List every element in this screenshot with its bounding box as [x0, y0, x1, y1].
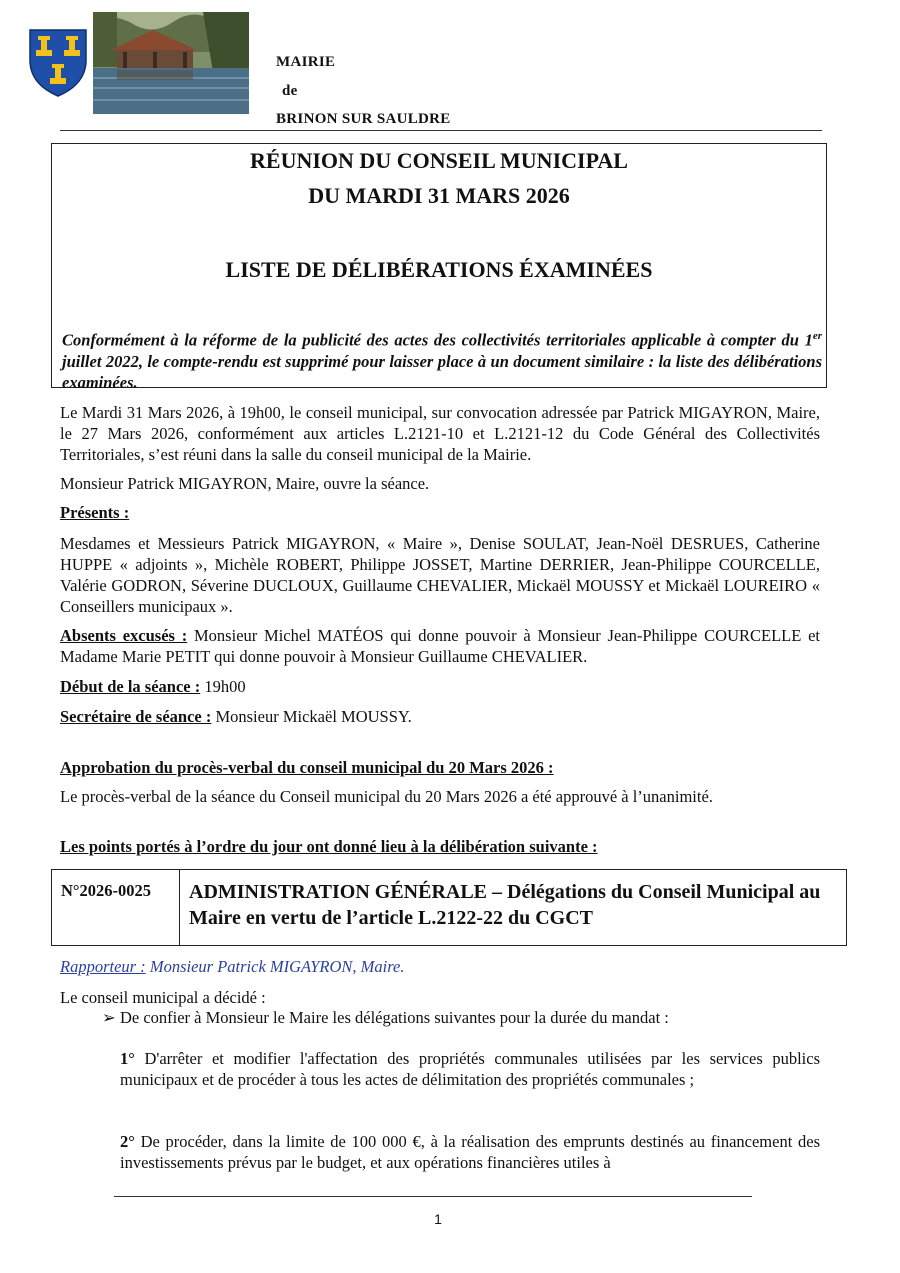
secretaire-paragraph: Secrétaire de séance : Monsieur Mickaël MOUSSY. [60, 707, 412, 726]
debut-label: Début de la séance : [60, 677, 201, 696]
delegation-bullet: ➢ De confier à Monsieur le Maire les délégations suivantes pour la durée du mandat : [102, 1008, 669, 1027]
title-intro: Conformément à la réforme de la publicité des actes des collectivités territoriales applicable à compter du 1er juillet 2022, le compte-rendu est supprimé pour laisser place à un document similaire : la liste des délibérations examinées. [62, 330, 822, 392]
title-line-1: RÉUNION DU CONSEIL MUNICIPAL [250, 148, 628, 173]
deliberation-number: N°2026-0025 [52, 870, 180, 945]
deliberation-title: ADMINISTRATION GÉNÉRALE – Délégations du Conseil Municipal au Maire en vertu de l’article L.2122-22 du CGCT [189, 881, 821, 929]
debut-paragraph: Début de la séance : 19h00 [60, 677, 246, 696]
approbation-text: Le procès-verbal de la séance du Conseil municipal du 20 Mars 2026 a été approuvé à l’unanimité. [60, 787, 713, 806]
presents-label: Présents : [60, 503, 130, 522]
secretaire-label: Secrétaire de séance : [60, 707, 212, 726]
page-number: 1 [434, 1211, 442, 1227]
approbation-heading: Approbation du procès-verbal du conseil municipal du 20 Mars 2026 : [60, 758, 554, 777]
header-mairie: MAIRIE [276, 54, 336, 70]
deliberation-table [51, 869, 847, 946]
title-line-3: LISTE DE DÉLIBÉRATIONS ÉXAMINÉES [225, 257, 653, 282]
delegation-item-1: 1° D'arrêter et modifier l'affectation des propriétés communales utilisées par les services publics municipaux et de procéder à tous les actes de délimitation des propriétés communales ; [120, 1049, 820, 1089]
coat-of-arms-logo [28, 28, 88, 98]
arrow-bullet-icon: ➢ [102, 1008, 116, 1027]
footer-rule [114, 1196, 752, 1197]
opening-statement: Monsieur Patrick MIGAYRON, Maire, ouvre la séance. [60, 474, 430, 493]
title-line-2: DU MARDI 31 MARS 2026 [308, 183, 570, 208]
title-box [51, 143, 827, 392]
delegation-item-2: 2° De procéder, dans la limite de 100 000 €, à la réalisation des emprunts destinés au financement des investissements prévus par le budget, et aux opérations financières utiles à [120, 1132, 820, 1172]
rapporteur: Rapporteur : Monsieur Patrick MIGAYRON, Maire. [60, 957, 405, 976]
header-commune: BRINON SUR SAULDRE [276, 111, 451, 127]
header-rule [60, 130, 822, 131]
header-de: de [282, 83, 298, 99]
rapporteur-label: Rapporteur : [60, 957, 146, 976]
points-heading: Les points portés à l’ordre du jour ont donné lieu à la délibération suivante : [60, 837, 598, 856]
opening-paragraph: Le Mardi 31 Mars 2026, à 19h00, le conseil municipal, sur convocation adressée par Patrick MIGAYRON, Maire, le 27 Mars 2026, conformément aux articles L.2121-10 et L.2121-12 du Code Général des Collectivités Territoriales, s’est réuni dans la salle du conseil municipal de la Mairie. [60, 403, 820, 464]
decided-text: Le conseil municipal a décidé : [60, 988, 266, 1007]
absents-label: Absents excusés : [60, 626, 188, 645]
lavoir-photo [93, 12, 249, 114]
absents-paragraph: Absents excusés : Monsieur Michel MATÉOS qui donne pouvoir à Monsieur Jean-Philippe COURCELLE et Madame Marie PETIT qui donne pouvoir à Monsieur Guillaume CHEVALIER. [60, 626, 820, 666]
presents-text: Mesdames et Messieurs Patrick MIGAYRON, « Maire », Denise SOULAT, Jean-Noël DESRUES, Catherine HUPPE « adjoints », Michèle ROBERT, Philippe JOSSET, Martine DERRIER, Jean-Philippe COURCELLE, Valérie GODRON, Séverine DUCLOUX, Guillaume CHEVALIER, Mickaël MOUSSY et Mickaël LOUREIRO « Conseillers municipaux ». [60, 534, 820, 616]
